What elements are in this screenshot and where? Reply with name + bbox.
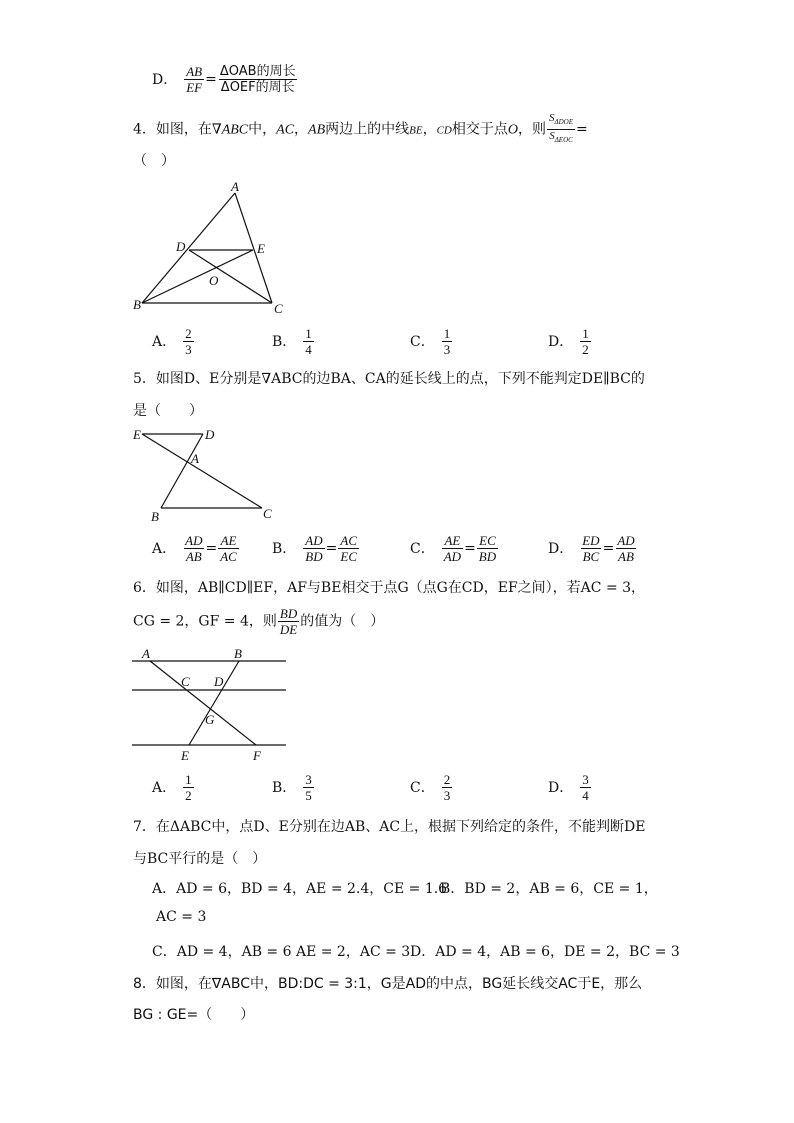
q5-figure (130, 423, 280, 525)
point-c-label: C (274, 301, 283, 316)
segment-db (161, 434, 203, 508)
q4-option-b[interactable]: B． $\frac{1}{4}$ (272, 326, 312, 357)
fraction: $\frac{2}{3}$ (185, 326, 192, 357)
q7-option-b-cont: AC = 3 (156, 909, 207, 925)
q7-option-d[interactable]: D．AD = 4，AB = 6，DE = 2，BC = 3 (410, 944, 680, 960)
q5-option-d[interactable]: D． $\frac{ED}{BC}$ = $\frac{AD}{AB}$ (548, 533, 635, 564)
point-c-label: C (181, 674, 190, 689)
segment-ac (235, 193, 272, 303)
point-b-label: B (234, 646, 242, 661)
q7-option-a[interactable]: A．AD = 6，BD = 4，AE = 2.4，CE = 1.6 (152, 881, 448, 897)
q4-option-c[interactable]: C． $\frac{1}{3}$ (410, 326, 451, 357)
segment-be (142, 250, 253, 303)
option-label: D． (152, 71, 178, 88)
point-b-label: B (133, 297, 141, 312)
q6-option-c[interactable]: C． $\frac{2}{3}$ (410, 772, 451, 803)
q5-stem-line1: 5．如图D、E分别是∇ABC的边BA、CA的延长线上的点，下列不能判定DE∥BC的 (133, 371, 645, 387)
point-d-label: D (176, 239, 186, 254)
segment-ab (142, 193, 235, 303)
point-g-label: G (205, 712, 215, 727)
segment-ec (142, 434, 262, 508)
q4-paren: （ ） (133, 153, 175, 169)
q7-stem-line2: 与BC平行的是（ ） (133, 851, 267, 867)
fraction: $\frac{1}{4}$ (305, 326, 312, 357)
q6-stem-line1: 6．如图，AB∥CD∥EF，AF与BE相交于点G（点G在CD，EF之间），若AC = 3， (133, 580, 646, 596)
q8-stem-line2: BG : GE=（ ） (133, 1007, 255, 1023)
fraction-perimeter: $\frac{\text{ΔOAB的周长}}{\text{ΔOEF的周长}}$ (219, 64, 296, 95)
point-e-label: E (257, 241, 265, 256)
segment-af (150, 661, 256, 745)
q6-parallel-lines-figure (128, 645, 293, 765)
point-a-label: A (231, 179, 239, 194)
point-f-label: F (253, 748, 261, 763)
q8-stem-line1: 8．如图，在∇ABC中，BD:DC = 3:1，G是AD的中点，BG延长线交AC于E，那么 (133, 976, 643, 992)
q6-option-b[interactable]: B． $\frac{3}{5}$ (272, 772, 312, 803)
q6-stem-line2: CG = 2，GF = 4，则 $\frac{BD}{DE}$ 的值为（ ） (133, 606, 385, 637)
fraction-bd-de: $\frac{BD}{DE}$ (279, 606, 298, 637)
q4-option-a[interactable]: A． $\frac{2}{3}$ (152, 326, 192, 357)
q5-option-c[interactable]: C． $\frac{AE}{AD}$ = $\frac{EC}{BD}$ (410, 533, 497, 564)
point-d-label: D (214, 674, 224, 689)
point-c-label: C (263, 506, 272, 521)
segment-dc (189, 250, 272, 303)
fraction: $\frac{1}{3}$ (443, 326, 451, 357)
point-e-label: E (133, 427, 141, 442)
q6-option-d[interactable]: D． $\frac{3}{4}$ (548, 772, 589, 803)
q7-option-c[interactable]: C．AD = 4，AB = 6 AE = 2，AC = 3 (152, 944, 411, 960)
q4-stem: 4．如图，在∇ABC中，AC，AB两边上的中线BE，CD相交于点O，则 $\frac{S_{\Delta DOE}}{S_{\Delta EOC}}$ = (133, 112, 588, 147)
q5-stem-line2: 是（ ） (133, 403, 203, 419)
point-a-label: A (142, 646, 150, 661)
q5-option-b[interactable]: B． $\frac{AD}{BD}$ = $\frac{AC}{EC}$ (272, 533, 357, 564)
q4-triangle-figure (130, 178, 290, 318)
point-d-label: D (205, 427, 215, 442)
point-o-label: O (209, 273, 219, 288)
q7-stem-line1: 7．在ΔABC中，点D、E分别在边AB、AC上，根据下列给定的条件，不能判断DE (133, 819, 646, 835)
q6-option-a[interactable]: A． $\frac{1}{2}$ (152, 772, 192, 803)
point-a-label: A (191, 451, 199, 466)
fraction-area-ratio: $\frac{S_{\Delta DOE}}{S_{\Delta EOC}}$ (547, 112, 575, 147)
q7-option-b[interactable]: B．BD = 2，AB = 6，CE = 1， (440, 881, 658, 897)
point-e-label: E (181, 748, 189, 763)
fraction-ab-ef: $\frac{AB}{EF}$ (186, 64, 203, 95)
fraction: $\frac{1}{2}$ (582, 326, 589, 357)
point-b-label: B (151, 509, 159, 524)
q5-option-a[interactable]: A． $\frac{AD}{AB}$ = $\frac{AE}{AC}$ (152, 533, 237, 564)
q4-option-d[interactable]: D． $\frac{1}{2}$ (548, 326, 589, 357)
q3-option-d: D． $\frac{AB}{EF}$ = $\frac{\text{ΔOAB的周长}}{\text{ΔOEF的周长}}$ (152, 64, 296, 95)
